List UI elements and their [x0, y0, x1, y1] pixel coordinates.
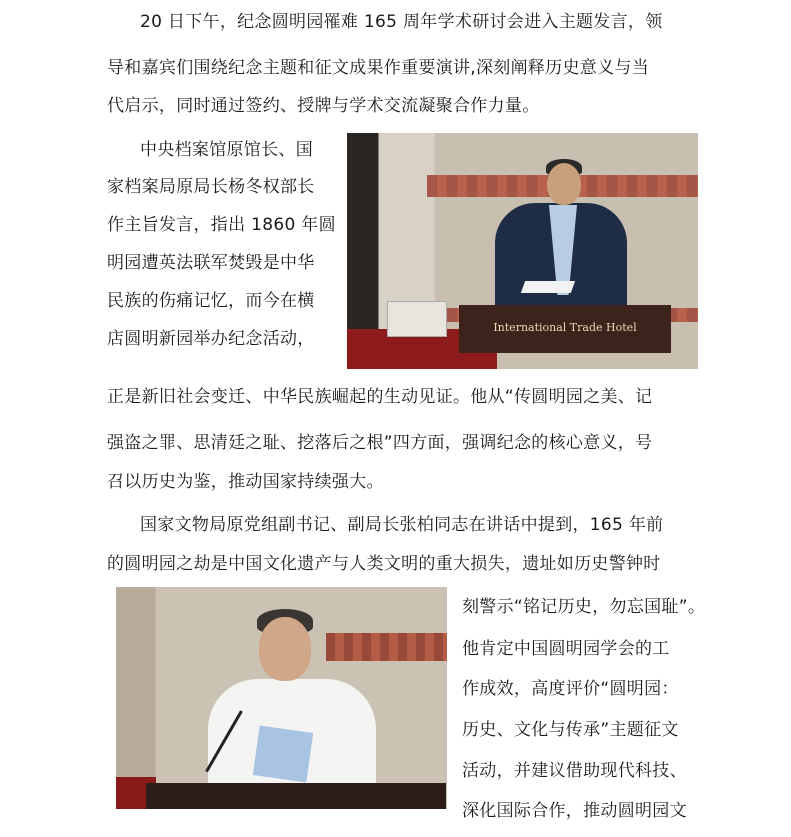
paragraph-3-side-line-3: 作成效，高度评价“圆明园：: [462, 679, 679, 699]
paragraph-1-line-3: 代启示，同时通过签约、授牌与学术交流凝聚合作力量。: [107, 96, 540, 116]
paragraph-3-full-line-2: 的圆明园之劫是中国文化遗产与人类文明的重大损失，遗址如历史警钟时: [107, 554, 661, 574]
speaker-photo-2: [116, 587, 447, 809]
laptop-icon: [387, 301, 447, 337]
paragraph-3-side-line-1: 刻警示“铭记历史，勿忘国耻”。: [462, 597, 706, 617]
paragraph-3-full-line-1: 国家文物局原党组副书记、副局长张柏同志在讲话中提到，165 年前: [140, 515, 664, 535]
podium-sign-text: International Trade Hotel: [493, 321, 637, 334]
paragraph-2-side-line-4: 明园遭英法联军焚毁是中华: [107, 253, 315, 273]
paragraph-2-full-line-2: 强盗之罪、思清廷之耻、挖落后之根”四方面，强调纪念的核心意义，号: [107, 433, 653, 453]
paragraph-3-side-line-2: 他肯定中国圆明园学会的工: [462, 639, 670, 659]
paragraph-2-side-line-1: 中央档案馆原馆长、国: [140, 140, 313, 160]
paragraph-3-side-line-4: 历史、文化与传承”主题征文: [462, 720, 679, 740]
paragraph-3-side-line-6: 深化国际合作，推动圆明园文: [462, 801, 687, 821]
paragraph-1-line-1: 20 日下午，纪念圆明园罹难 165 周年学术研讨会进入主题发言，领: [140, 12, 663, 32]
speaker-photo-1: [347, 133, 698, 369]
podium: [146, 783, 446, 809]
paragraph-1-line-2: 导和嘉宾们围绕纪念主题和征文成果作重要演讲,深刻阐释历史意义与当: [107, 58, 650, 78]
paragraph-2-full-line-1: 正是新旧社会变迁、中华民族崛起的生动见证。他从“传圆明园之美、记: [107, 387, 653, 407]
paragraph-2-side-line-3: 作主旨发言，指出 1860 年圆: [107, 215, 336, 235]
paragraph-2-side-line-5: 民族的伤痛记忆，而今在横: [107, 291, 315, 311]
paragraph-2-full-line-3: 召以历史为鉴，推动国家持续强大。: [107, 472, 384, 492]
paragraph-2-side-line-2: 家档案局原局长杨冬权部长: [107, 177, 315, 197]
paragraph-2-side-line-6: 店圆明新园举办纪念活动，: [107, 329, 315, 349]
paragraph-3-side-line-5: 活动，并建议借助现代科技、: [462, 761, 687, 781]
